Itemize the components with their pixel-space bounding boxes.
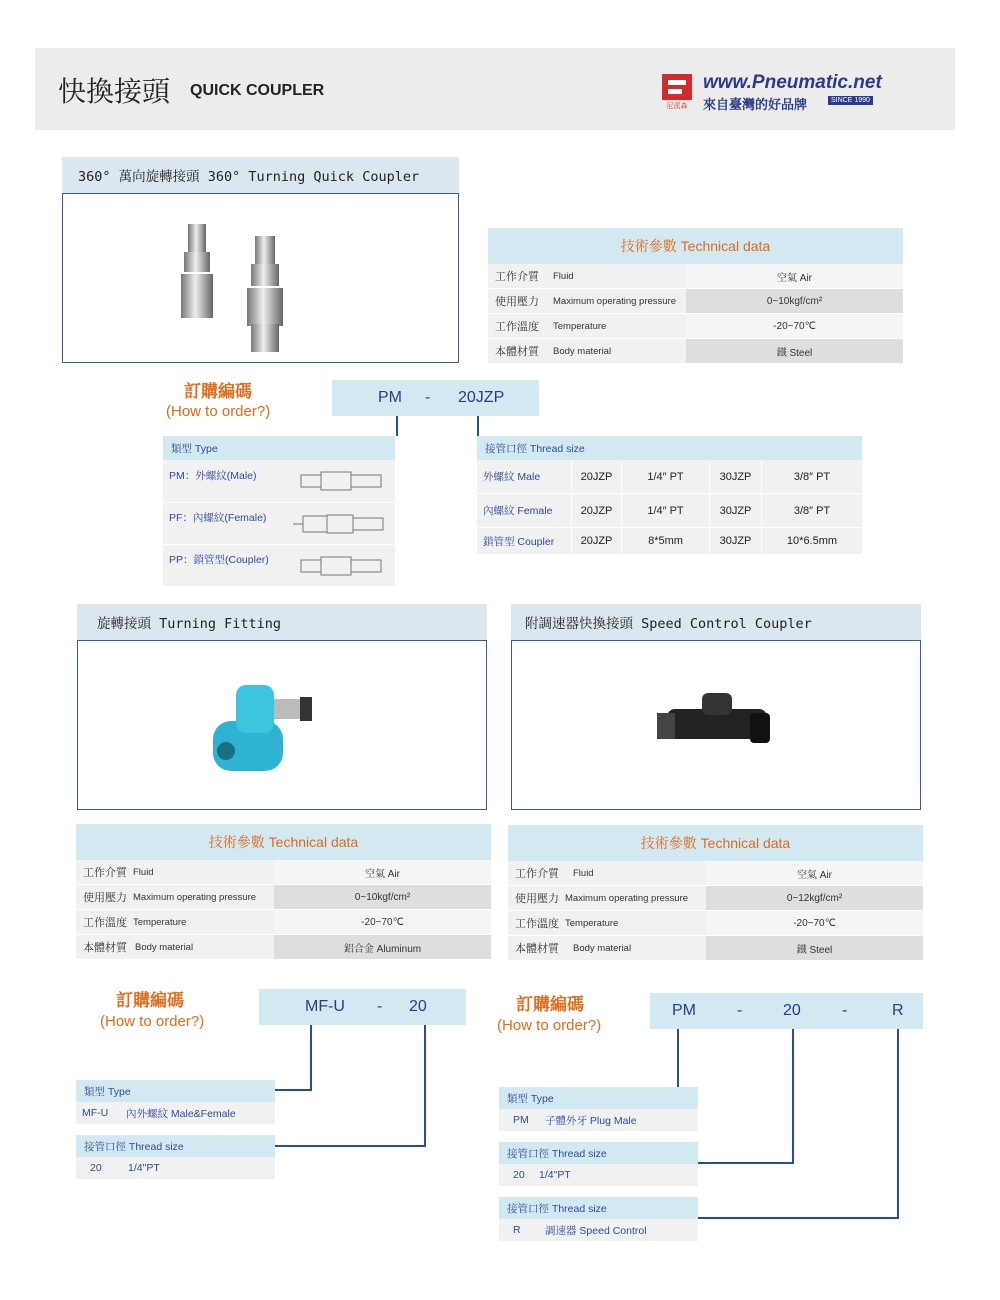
tech-value: 鋁合金 Aluminum bbox=[274, 935, 491, 959]
connector-line bbox=[310, 1025, 312, 1090]
thread-size-table bbox=[477, 436, 862, 555]
tech-table-turning-fitting bbox=[76, 824, 491, 960]
tech-label-en: Fluid bbox=[133, 866, 154, 878]
option-legend bbox=[499, 1197, 698, 1241]
thread-cell: 1/4″ PT bbox=[621, 460, 709, 493]
tech-label-en: Temperature bbox=[133, 916, 187, 928]
tech-row bbox=[76, 910, 491, 935]
type-legend bbox=[163, 436, 395, 586]
speed-control-coupler-icon bbox=[512, 641, 920, 809]
connector-line bbox=[698, 1217, 899, 1219]
tech-row bbox=[76, 935, 491, 960]
section-tab-turning-fitting: 旋轉接頭 Turning Fitting bbox=[77, 604, 487, 640]
product-photo-turning-fitting bbox=[77, 640, 487, 810]
thread-cell: 30JZP bbox=[709, 494, 761, 527]
thread-cell: 10*6.5mm bbox=[761, 528, 862, 554]
order-code-dash: - bbox=[425, 389, 431, 406]
tech-label-en: Fluid bbox=[553, 270, 574, 282]
thread-cell: 20JZP bbox=[571, 460, 621, 493]
page-title: 快換接頭 bbox=[58, 75, 171, 108]
tech-table-360-coupler bbox=[488, 228, 903, 364]
tech-row bbox=[508, 936, 923, 961]
order-title: 訂購編碼 bbox=[116, 991, 184, 1011]
tech-value: 0~12kgf/cm² bbox=[706, 886, 923, 910]
type-label: PM：外螺紋(Male) bbox=[169, 469, 257, 482]
thread-cell: 30JZP bbox=[709, 460, 761, 493]
type-item bbox=[163, 544, 395, 586]
connector-line bbox=[477, 416, 479, 436]
tech-label-en: Maximum operating pressure bbox=[553, 295, 677, 307]
thread-code: 20 bbox=[513, 1169, 525, 1181]
tech-label-zh: 工作介質 bbox=[83, 867, 127, 879]
tech-table-header: 技術參數 Technical data bbox=[76, 824, 491, 860]
connector-line bbox=[424, 1025, 426, 1147]
tech-row bbox=[488, 314, 903, 339]
connector-line bbox=[792, 1029, 794, 1164]
order-subtitle: (How to order?) bbox=[100, 1013, 205, 1030]
tech-label-en: Body material bbox=[573, 942, 632, 954]
tech-row bbox=[76, 885, 491, 910]
type-item bbox=[163, 460, 395, 502]
female-coupler-icon bbox=[293, 512, 385, 536]
type-legend bbox=[76, 1080, 275, 1124]
tech-label-en: Fluid bbox=[573, 867, 594, 879]
thread-row-label: 內螺紋 Female bbox=[483, 505, 553, 517]
order-code-box bbox=[650, 993, 923, 1029]
option-desc: 調速器 Speed Control bbox=[545, 1224, 647, 1237]
order-title: 訂購編碼 bbox=[184, 382, 252, 402]
thread-cell: 20JZP bbox=[571, 528, 621, 554]
type-item bbox=[163, 502, 395, 544]
tech-value: 0~10kgf/cm² bbox=[274, 885, 491, 909]
type-legend-header: 類型 Type bbox=[76, 1080, 275, 1102]
connector-line bbox=[275, 1145, 426, 1147]
type-label: PP：鎖管型(Coupler) bbox=[169, 554, 269, 566]
tech-label-en: Body material bbox=[553, 345, 612, 357]
order-code-part: PM bbox=[672, 1002, 696, 1019]
tech-value: -20~70℃ bbox=[706, 911, 923, 935]
tech-label-en: Maximum operating pressure bbox=[133, 891, 257, 903]
tech-table-speed-control bbox=[508, 825, 923, 961]
order-code-box bbox=[332, 380, 539, 416]
thread-cell: 3/8″ PT bbox=[761, 460, 862, 493]
connector-line bbox=[897, 1029, 899, 1219]
tech-value: 鐵 Steel bbox=[686, 339, 903, 363]
tech-value: 0~10kgf/cm² bbox=[686, 289, 903, 313]
tech-label-en: Maximum operating pressure bbox=[565, 892, 689, 904]
thread-desc: 1/4"PT bbox=[539, 1169, 571, 1181]
thread-legend bbox=[76, 1135, 275, 1179]
tech-value: 鐵 Steel bbox=[706, 936, 923, 960]
type-legend bbox=[499, 1087, 698, 1131]
tech-label-zh: 使用壓力 bbox=[495, 296, 539, 308]
tech-label-en: Body material bbox=[135, 941, 194, 953]
order-subtitle: (How to order?) bbox=[166, 403, 271, 420]
connector-line bbox=[698, 1162, 794, 1164]
tech-table-header: 技術參數 Technical data bbox=[508, 825, 923, 861]
product-photo-speed-control bbox=[511, 640, 921, 810]
coupler-pair-icon bbox=[63, 194, 458, 362]
option-item bbox=[499, 1219, 698, 1241]
order-code-part: 20 bbox=[783, 1002, 801, 1019]
tech-label-zh: 工作介質 bbox=[515, 868, 559, 880]
tech-value: 空氣 Air bbox=[706, 861, 923, 885]
tech-row bbox=[488, 264, 903, 289]
type-code: MF-U bbox=[82, 1107, 109, 1119]
order-code-part: R bbox=[892, 1002, 904, 1019]
tech-label-zh: 使用壓力 bbox=[515, 893, 559, 905]
brand-logo-icon bbox=[660, 72, 694, 110]
order-code-dash: - bbox=[842, 1002, 848, 1019]
connector-line bbox=[396, 416, 398, 436]
tech-label-en: Temperature bbox=[565, 917, 619, 929]
order-code-part: MF-U bbox=[305, 998, 345, 1015]
coupler-hose-icon bbox=[299, 554, 385, 578]
page-subtitle: QUICK COUPLER bbox=[190, 82, 325, 99]
thread-cell: 3/8″ PT bbox=[761, 494, 862, 527]
connector-line bbox=[275, 1089, 312, 1091]
tech-label-zh: 本體材質 bbox=[515, 943, 559, 955]
order-code-part: 20JZP bbox=[458, 389, 505, 406]
table-row bbox=[477, 460, 862, 494]
tech-row bbox=[488, 289, 903, 314]
tech-label-zh: 本體材質 bbox=[83, 942, 127, 954]
thread-item bbox=[499, 1164, 698, 1186]
type-label: PF：內螺紋(Female) bbox=[169, 512, 267, 524]
tech-row bbox=[76, 860, 491, 885]
thread-cell: 1/4″ PT bbox=[621, 494, 709, 527]
thread-legend-header: 接管口徑 Thread size bbox=[76, 1135, 275, 1157]
type-desc: 內外螺紋 Male&Female bbox=[126, 1107, 236, 1120]
option-code: R bbox=[513, 1224, 521, 1236]
thread-cell: 30JZP bbox=[709, 528, 761, 554]
table-row bbox=[477, 494, 862, 528]
order-code-dash: - bbox=[377, 998, 383, 1015]
tech-row bbox=[508, 911, 923, 936]
tech-label-zh: 使用壓力 bbox=[83, 892, 127, 904]
type-code: PM bbox=[513, 1114, 529, 1126]
connector-line bbox=[677, 1029, 679, 1088]
tech-label-zh: 本體材質 bbox=[495, 346, 539, 358]
tech-row bbox=[508, 861, 923, 886]
thread-row-label: 外螺紋 Male bbox=[483, 471, 541, 483]
order-code-part: PM bbox=[378, 389, 402, 406]
type-legend-header: 類型 Type bbox=[499, 1087, 698, 1109]
turning-fitting-icon bbox=[78, 641, 486, 809]
order-code-part: 20 bbox=[409, 998, 427, 1015]
thread-item bbox=[76, 1157, 275, 1179]
tech-label-zh: 工作溫度 bbox=[83, 917, 127, 929]
product-photo-360-coupler bbox=[62, 193, 459, 363]
thread-cell: 20JZP bbox=[571, 494, 621, 527]
tech-row bbox=[508, 886, 923, 911]
table-row bbox=[477, 528, 862, 555]
type-desc: 子體外牙 Plug Male bbox=[545, 1114, 637, 1127]
order-subtitle: (How to order?) bbox=[497, 1017, 602, 1034]
tech-table-header: 技術參數 Technical data bbox=[488, 228, 903, 264]
brand-name-text: 尼派森 bbox=[666, 102, 688, 110]
thread-row-label: 鎖管型 Coupler bbox=[483, 535, 555, 548]
tech-row bbox=[488, 339, 903, 364]
type-item bbox=[499, 1109, 698, 1131]
brand-url: www.Pneumatic.net bbox=[703, 72, 882, 93]
order-code-box bbox=[259, 989, 466, 1025]
order-title: 訂購編碼 bbox=[516, 995, 584, 1015]
section-tab-speed-control: 附調速器快換接頭 Speed Control Coupler bbox=[511, 604, 921, 640]
tech-label-zh: 工作溫度 bbox=[515, 918, 559, 930]
thread-legend-header: 接管口徑 Thread size bbox=[499, 1142, 698, 1164]
brand-slogan: 來自臺灣的好品牌 bbox=[703, 98, 808, 113]
order-code-dash: - bbox=[737, 1002, 743, 1019]
tech-label-zh: 工作溫度 bbox=[495, 321, 539, 333]
tech-value: -20~70℃ bbox=[274, 910, 491, 934]
tech-label-en: Temperature bbox=[553, 320, 607, 332]
thread-legend bbox=[499, 1142, 698, 1186]
section-tab-360-coupler: 360° 萬向旋轉接頭 360° Turning Quick Coupler bbox=[62, 157, 459, 193]
option-legend-header: 接管口徑 Thread size bbox=[499, 1197, 698, 1219]
type-item bbox=[76, 1102, 275, 1124]
tech-value: 空氣 Air bbox=[686, 264, 903, 288]
type-legend-header: 類型 Type bbox=[163, 436, 395, 460]
tech-value: 空氣 Air bbox=[274, 860, 491, 884]
male-coupler-icon bbox=[299, 469, 385, 493]
tech-label-zh: 工作介質 bbox=[495, 271, 539, 283]
tech-value: -20~70℃ bbox=[686, 314, 903, 338]
brand-since-badge: SINCE 1990 bbox=[828, 96, 873, 105]
thread-desc: 1/4"PT bbox=[128, 1162, 160, 1174]
thread-code: 20 bbox=[90, 1162, 102, 1174]
thread-table-header: 接管口徑 Thread size bbox=[477, 436, 862, 460]
thread-cell: 8*5mm bbox=[621, 528, 709, 554]
